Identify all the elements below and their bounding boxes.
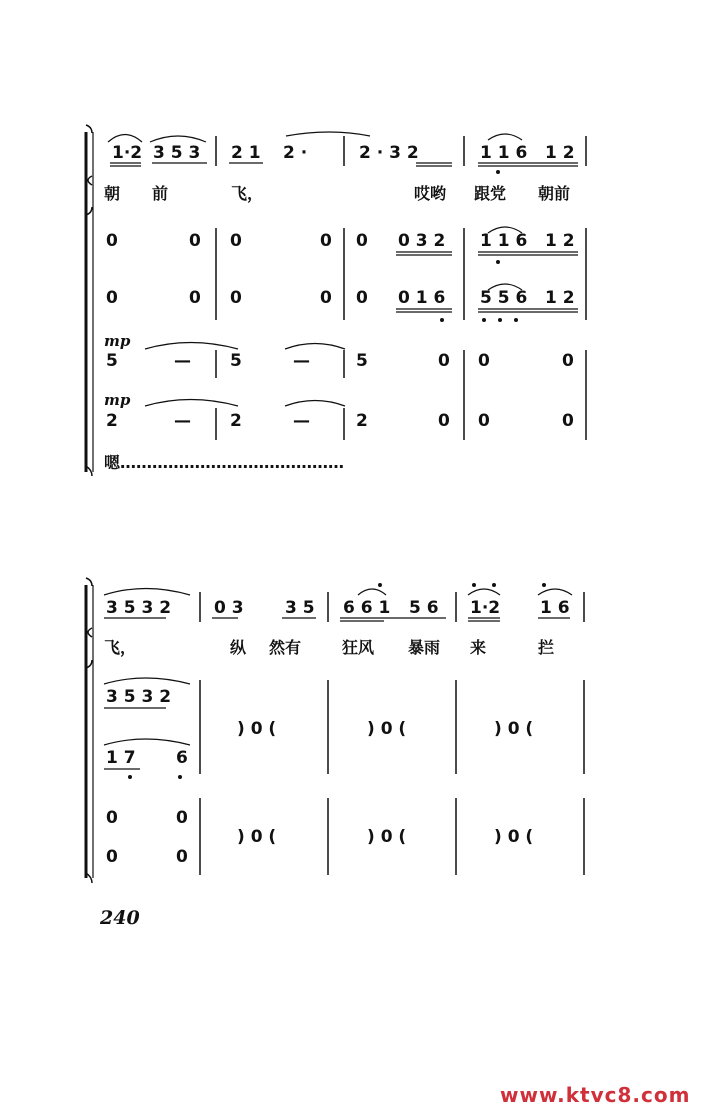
- system1-lyric-5: 朝前: [538, 184, 571, 203]
- system1-melody-note-4: 2 · 3 2: [359, 143, 419, 163]
- system1-lyric-3: 哎哟: [414, 184, 447, 203]
- dynamic-mp-part4: mp: [104, 391, 131, 409]
- system1-lyric-1: 前: [152, 184, 169, 203]
- system1-part4-note-0: 2: [106, 411, 118, 431]
- system2-part3-note-2: ) 0 (: [237, 827, 277, 847]
- system2-lyric-1: 纵: [230, 638, 247, 657]
- system1-part4-note-2: 2: [230, 411, 242, 431]
- system2-part4-note-1: 0: [176, 847, 188, 867]
- system1-part2-note-6: 5 5 6: [480, 288, 528, 308]
- system2-part3-note-3: ) 0 (: [367, 827, 407, 847]
- system1-melody-note-3: 2 ·: [283, 143, 308, 163]
- system1-part3-note-2: 5: [230, 351, 242, 371]
- system2-part2-note-0: 1 7: [106, 748, 136, 768]
- system1-part4-note-4: 2: [356, 411, 368, 431]
- system2-lyric-0: 飞，: [104, 638, 137, 657]
- system2-lyric-5: 来: [470, 638, 487, 657]
- system1-melody-note-0: 1·2: [112, 143, 143, 163]
- system2-part3-note-4: ) 0 (: [494, 827, 534, 847]
- system1-part1-note-4: 0: [356, 231, 368, 251]
- system1-melody-note-1: 3 5 3: [153, 143, 201, 163]
- system1-part1-note-6: 1 1 6: [480, 231, 528, 251]
- system1-part2-note-5: 0 1 6: [398, 288, 446, 308]
- system1-part2-note-0: 0: [106, 288, 118, 308]
- system1-part2-note-4: 0: [356, 288, 368, 308]
- system1-lyric-2: 飞，: [231, 184, 264, 203]
- system1-part4-note-3: —: [293, 411, 310, 431]
- system2-part3-note-1: 0: [176, 808, 188, 828]
- system2-melody-note-6: 1 6: [540, 598, 570, 618]
- system2-part1-note-1: ) 0 (: [237, 719, 277, 739]
- system2-melody-note-1: 0 3: [214, 598, 244, 618]
- system1-part1-note-0: 0: [106, 231, 118, 251]
- system1-part1-note-5: 0 3 2: [398, 231, 446, 251]
- system1-part2-note-1: 0: [189, 288, 201, 308]
- system1-part1-note-1: 0: [189, 231, 201, 251]
- system1-part4-note-6: 0: [478, 411, 490, 431]
- dynamic-mp-part3: mp: [104, 332, 131, 350]
- system1-part3-note-3: —: [293, 351, 310, 371]
- watermark: www.ktvc8.com: [500, 1083, 691, 1107]
- system2-part1-note-2: ) 0 (: [367, 719, 407, 739]
- system1-part3-note-4: 5: [356, 351, 368, 371]
- system2-text: [104, 598, 570, 867]
- system1-part3-note-7: 0: [562, 351, 574, 371]
- system1-part3-note-6: 0: [478, 351, 490, 371]
- system1-part3-note-5: 0: [438, 351, 450, 371]
- system1-part4-note-5: 0: [438, 411, 450, 431]
- system1-part2-note-7: 1 2: [545, 288, 575, 308]
- hum-lyric: 嗯……………………………………: [104, 453, 345, 472]
- system1-part2-note-2: 0: [230, 288, 242, 308]
- system1-part3-note-0: 5: [106, 351, 118, 371]
- system1-melody-note-2: 2 1: [231, 143, 261, 163]
- system1-melody-note-5: 1 1 6: [480, 143, 528, 163]
- system2-part1-note-3: ) 0 (: [494, 719, 534, 739]
- system2-melody-note-4: 5 6: [409, 598, 439, 618]
- system1-part1-note-3: 0: [320, 231, 332, 251]
- system2-lyric-3: 狂风: [342, 638, 375, 657]
- system2-melody-note-0: 3 5 3 2: [106, 598, 172, 618]
- system2-lyric-2: 然有: [269, 638, 302, 657]
- system1-text: [104, 143, 575, 431]
- system1-part3-note-1: —: [174, 351, 191, 371]
- system2-part3-note-0: 0: [106, 808, 118, 828]
- page-number: 240: [100, 907, 140, 929]
- system2-melody-note-2: 3 5: [285, 598, 315, 618]
- system2-melody-note-5: 1·2: [470, 598, 501, 618]
- system1-lyric-4: 跟党: [474, 184, 507, 203]
- system2-part1-note-0: 3 5 3 2: [106, 687, 172, 707]
- system1-lyric-0: 朝: [104, 184, 121, 203]
- system1-melody-note-6: 1 2: [545, 143, 575, 163]
- system2-part2-note-1: 6: [176, 748, 188, 768]
- system1-part1-note-7: 1 2: [545, 231, 575, 251]
- system1-part1-note-2: 0: [230, 231, 242, 251]
- system2-part4-note-0: 0: [106, 847, 118, 867]
- system1-part4-note-7: 0: [562, 411, 574, 431]
- system2-lyric-4: 暴雨: [408, 638, 441, 657]
- system1-part2-note-3: 0: [320, 288, 332, 308]
- system2-melody-note-3: 6 6 1: [343, 598, 391, 618]
- system2-lyric-6: 拦: [538, 638, 555, 657]
- system1-part4-note-1: —: [174, 411, 191, 431]
